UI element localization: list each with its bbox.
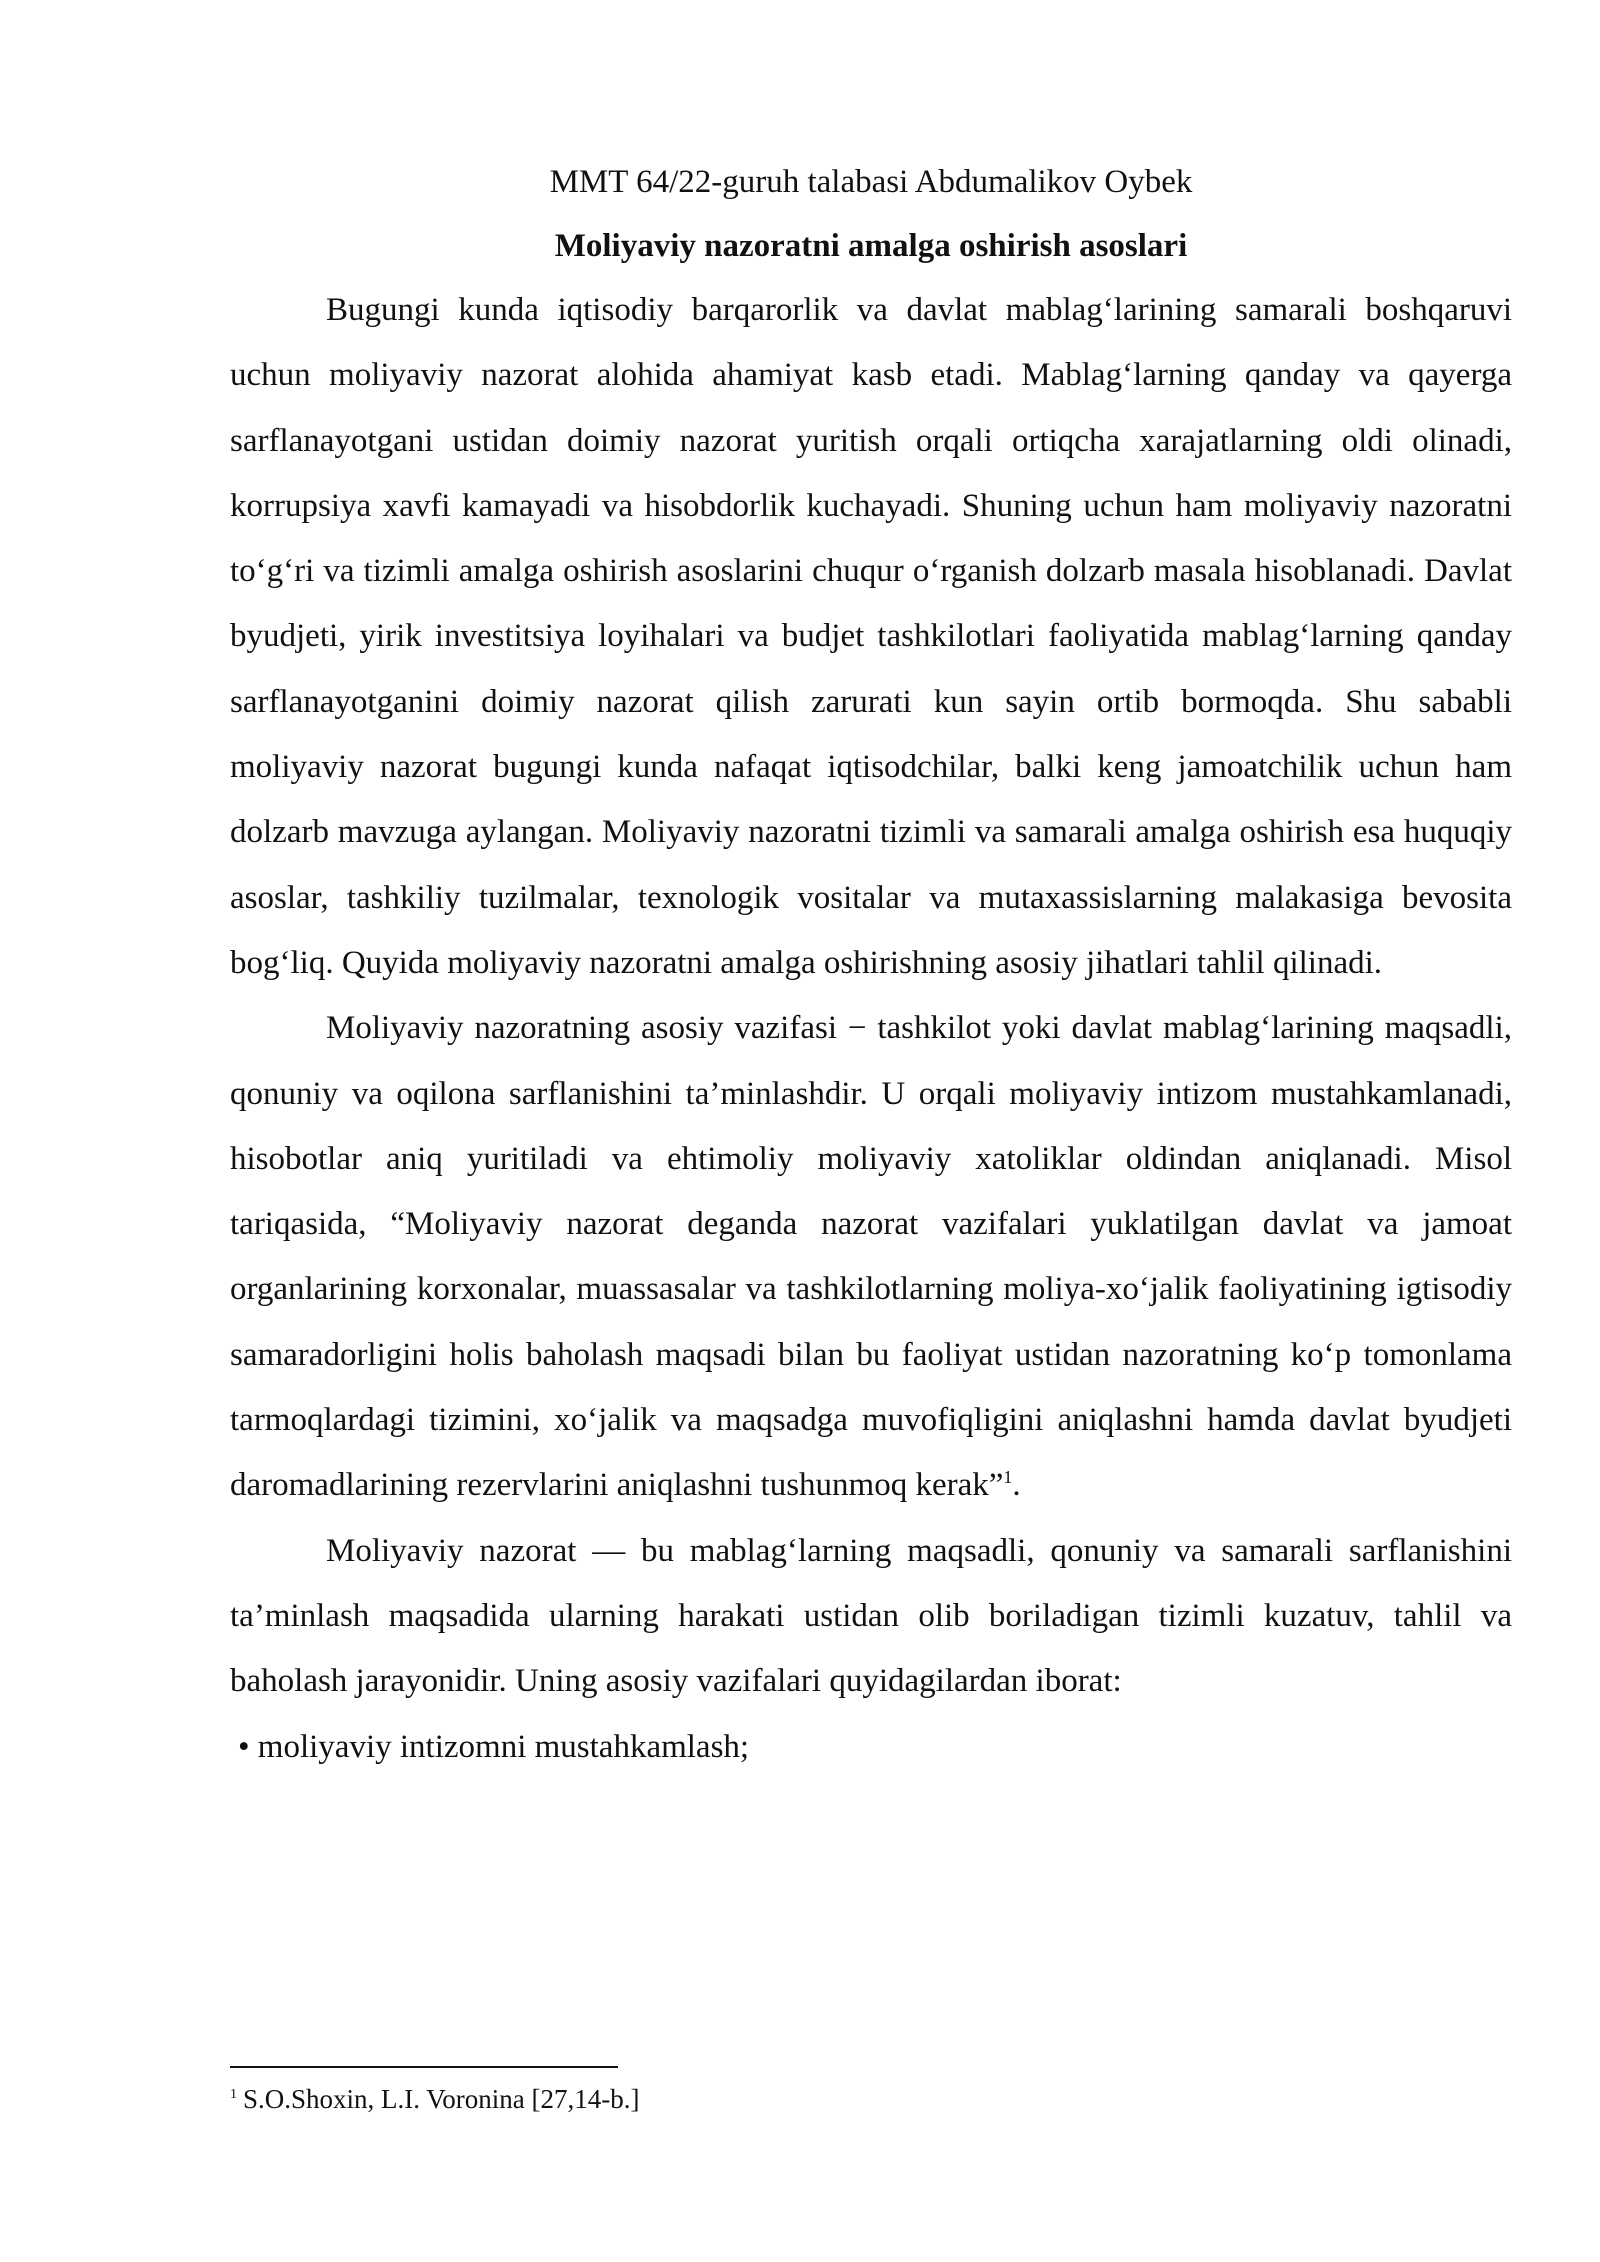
footnote-separator [230, 2066, 618, 2068]
paragraph-3-text: Moliyaviy nazorat — bu mablag‘larning maqsadli, qonuniy va samarali sarflanishini ta’minlash maqsadida ularning harakati ustidan olib boriladigan tizimli kuzatuv, tahlil va baholash jarayonidir. Uning asosiy vazifalari quyidagilardan iborat: [230, 1532, 1512, 1700]
paragraph-2-text: Moliyaviy nazoratning asosiy vazifasi − tashkilot yoki davlat mablag‘larining maqsadli, qonuniy va oqilona sarflanishini ta’minlashdir. U orqali moliyaviy intizom mustahkamlanadi, hisobotlar aniq yuritiladi va ehtimoliy moliyaviy xatoliklar oldindan aniqlanadi. Misol tariqasida, “Moliyaviy nazorat deganda nazorat vazifalari yuklatilgan davlat va jamoat organlarining korxonalar, muassasalar va tashkilotlarning moliya-xo‘jalik faoliyatining igtisodiy samaradorligini holis baholash maqsadi bilan bu faoliyat ustidan nazoratning ko‘p tomonlama tarmoqlardagi tizimini, xo‘jalik va maqsadga muvofiqligini aniqlashni hamda davlat byudjeti daromadlarining rezervlarini aniqlashni tushunmoq kerak” [230, 1010, 1512, 1504]
list-item: • moliyaviy intizomni mustahkamlash; [238, 1728, 750, 1765]
author-line: MMT 64/22-guruh talabasi Abdumalikov Oybek [549, 164, 1193, 200]
document-page [230, 150, 1512, 1779]
paragraph-2-end: . [1012, 1467, 1021, 1504]
paragraph-1 [230, 278, 1512, 996]
paragraph-2 [230, 996, 1512, 1518]
footnote-number: 1 [230, 2087, 237, 2102]
footnote-text: S.O.Shoxin, L.I. Voronina [27,14-b.] [243, 2084, 640, 2114]
paragraph-1-text: Bugungi kunda iqtisodiy barqarorlik va davlat mablag‘larining samarali boshqaruvi uchun moliyaviy nazorat alohida ahamiyat kasb etadi. Mablag‘larning qanday va qayerga sarflanayotgani ustidan doimiy nazorat yuritish orqali ortiqcha xarajatlarning oldi olinadi, korrupsiya xavfi kamayadi va hisobdorlik kuchayadi. Shuning uchun ham moliyaviy nazoratni to‘g‘ri va tizimli amalga oshirish asoslarini chuqur o‘rganish dolzarb masala hisoblanadi. Davlat byudjeti, yirik investitsiya loyihalari va budjet tashkilotlari faoliyatida mablag‘larning qanday sarflanayotganini doimiy nazorat qilish zarurati kun sayin ortib bormoqda. Shu sababli moliyaviy nazorat bugungi kunda nafaqat iqtisodchilar, balki keng jamoatchilik uchun ham dolzarb mavzuga aylangan. Moliyaviy nazoratni tizimli va samarali amalga oshirish esa huquqiy asoslar, tashkiliy tuzilmalar, texnologik vositalar va mutaxassislarning malakasiga bevosita bog‘liq. Quyida moliyaviy nazoratni amalga oshirishning asosiy jihatlari tahlil qilinadi. [230, 292, 1512, 981]
footnote-reference[interactable]: 1 [1003, 1467, 1013, 1488]
footnote [230, 2078, 640, 2116]
paragraph-3 [230, 1519, 1512, 1715]
document-title: Moliyaviy nazoratni amalga oshirish asoslari [554, 228, 1188, 264]
